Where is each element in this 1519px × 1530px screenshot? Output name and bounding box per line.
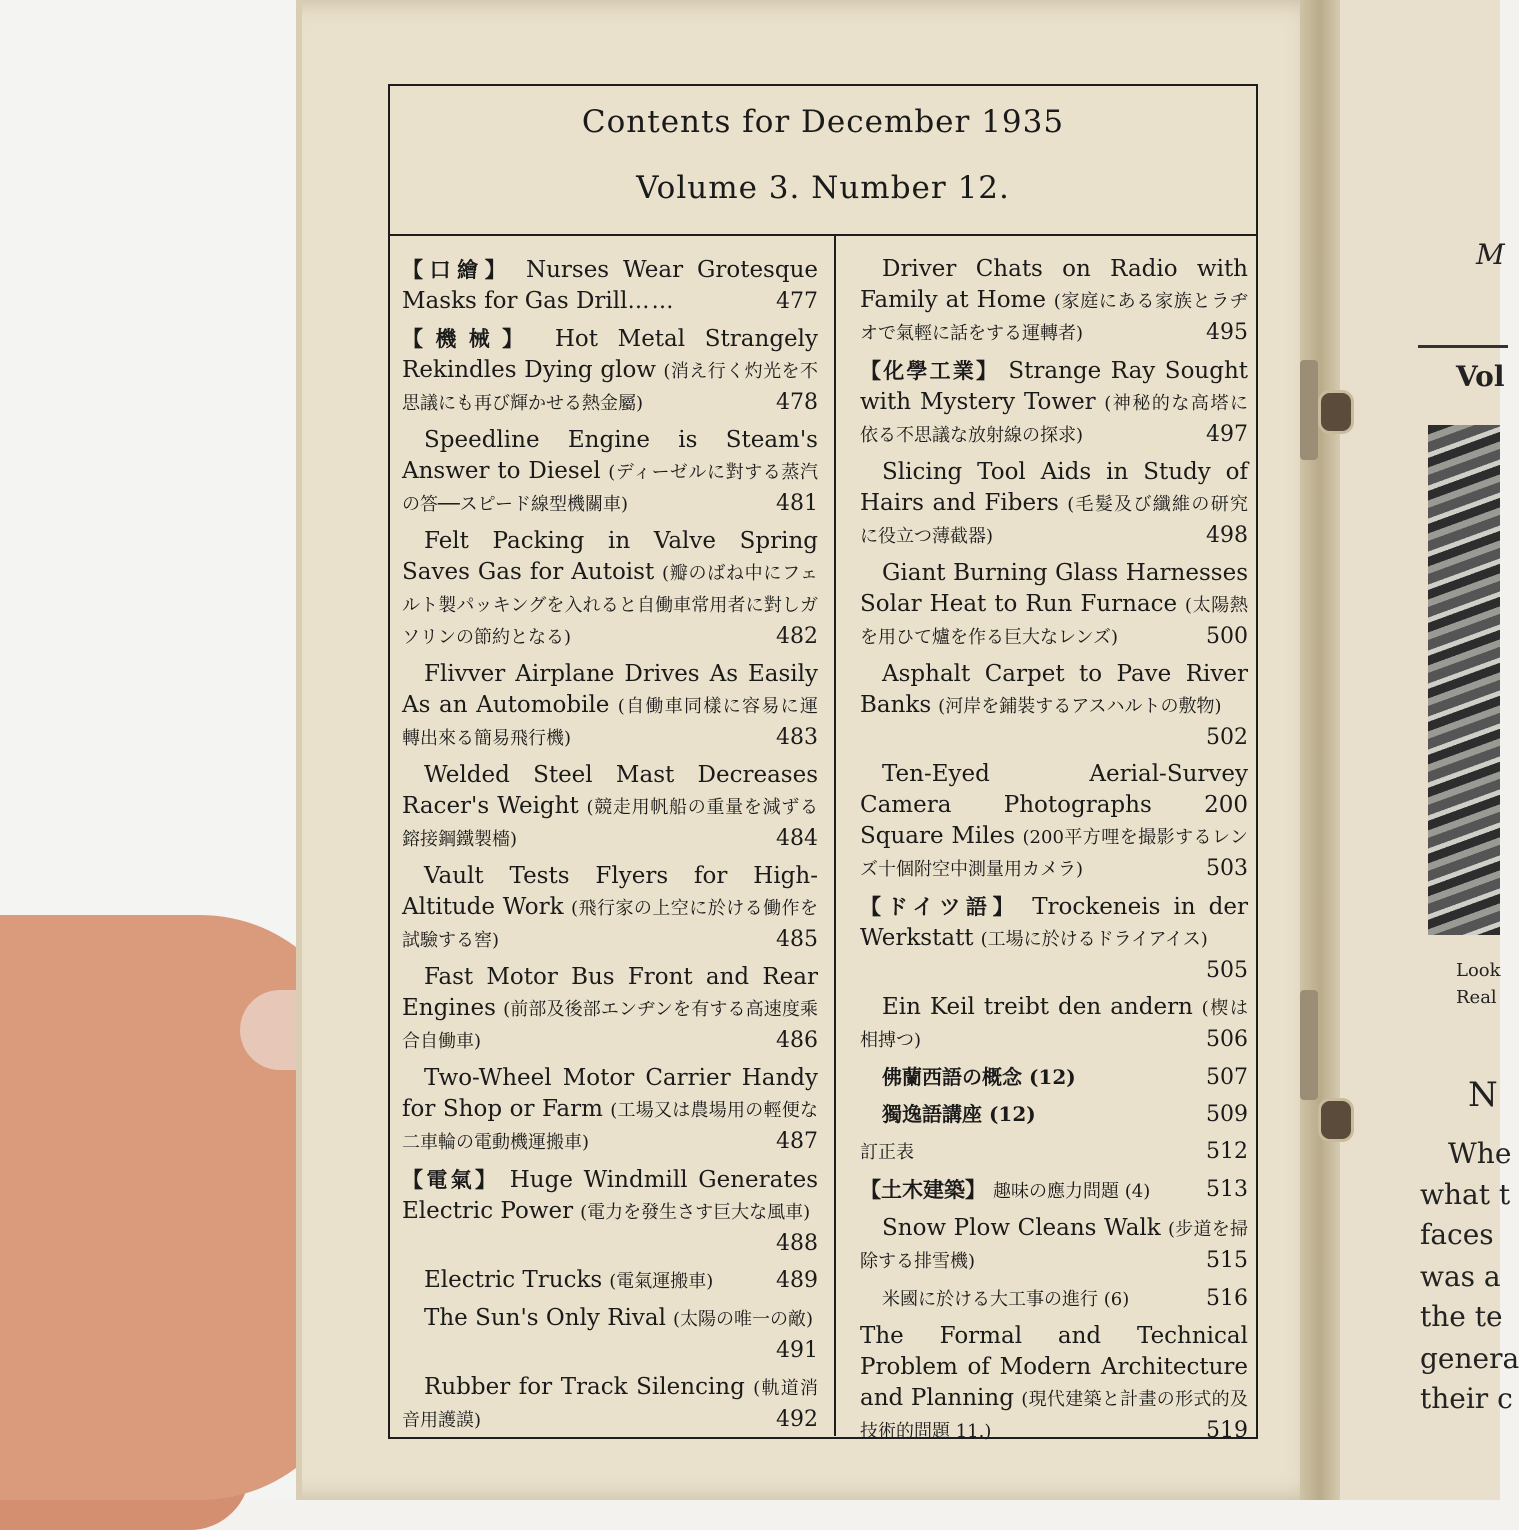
column-divider bbox=[834, 236, 836, 1436]
entry-title: Trockeneis in der Werkstatt bbox=[860, 894, 1248, 951]
entry-japanese: (現代建築と計畫の形式的及技術的問題 11.) bbox=[860, 1389, 1248, 1442]
entry-japanese: 訂正表 bbox=[860, 1142, 914, 1163]
contents-entry[interactable] bbox=[860, 558, 1248, 653]
contents-title: Contents for December 1935 bbox=[581, 104, 1065, 140]
volume-number: Volume 3. Number 12. bbox=[636, 170, 1010, 206]
page-number: 483 bbox=[776, 725, 818, 750]
page-number: 487 bbox=[776, 1129, 818, 1154]
entry-japanese: (步道を掃除する排雪機) bbox=[860, 1219, 1248, 1272]
page-number: 491 bbox=[776, 1338, 818, 1363]
entry-japanese: 趣味の應力問題 (4) bbox=[993, 1181, 1151, 1202]
contents-entry[interactable] bbox=[860, 1062, 1248, 1093]
page-number: 489 bbox=[776, 1268, 818, 1293]
entry-japanese: (電氣運搬車) bbox=[609, 1271, 714, 1292]
entry-title: Felt Packing in Valve Spring Saves Gas for Autoist bbox=[402, 528, 818, 585]
entry-title: Ein Keil treibt den andern bbox=[882, 994, 1193, 1020]
contents-header bbox=[390, 86, 1256, 236]
contents-entry[interactable] bbox=[402, 1265, 818, 1297]
entry-japanese: 獨逸語講座 (12) bbox=[882, 1102, 1036, 1126]
entry-japanese: (飛行家の上空に於ける働作を試驗する窖) bbox=[402, 898, 818, 951]
contents-entry[interactable] bbox=[402, 526, 818, 653]
entry-title: Hot Metal Strangely Rekindles Dying glow bbox=[402, 326, 819, 383]
entry-japanese: (太陽熱を用ひて爐を作る巨大なレンズ) bbox=[860, 595, 1249, 648]
entry-japanese: (自働車同樣に容易に運轉出來る簡易飛行機) bbox=[402, 696, 818, 749]
facing-caption: Look bbox=[1456, 960, 1501, 981]
page-number: 519 bbox=[1206, 1418, 1248, 1443]
section-tag: 【土木建築】 bbox=[860, 1177, 986, 1202]
entry-title: Snow Plow Cleans Walk bbox=[882, 1215, 1161, 1241]
contents-entry[interactable] bbox=[402, 1372, 818, 1436]
page-number: 512 bbox=[1206, 1139, 1248, 1164]
contents-entry[interactable] bbox=[860, 355, 1248, 451]
contents-entry[interactable] bbox=[402, 1063, 818, 1158]
contents-entry[interactable] bbox=[402, 1164, 818, 1259]
entry-japanese: (太陽の唯一の敵) bbox=[672, 1309, 814, 1330]
contents-entry[interactable] bbox=[860, 1099, 1248, 1130]
book-gutter bbox=[1300, 0, 1340, 1500]
binding-hole bbox=[1318, 390, 1354, 434]
facing-rule bbox=[1418, 345, 1508, 348]
page-number: 484 bbox=[776, 826, 818, 851]
entry-japanese: (競走用帆船の重量を減ずる鎔接鋼鐵製檣) bbox=[402, 797, 819, 850]
contents-entry[interactable] bbox=[402, 962, 818, 1057]
entry-title: The Formal and Technical Problem of Modern Architecture and Planning bbox=[860, 1323, 1248, 1411]
contents-entry[interactable] bbox=[860, 1283, 1248, 1315]
entry-japanese: (電力を發生さす巨大な風車) bbox=[580, 1202, 811, 1223]
entry-japanese: (200平方哩を撮影するレンズ十個附空中測量用カメラ) bbox=[860, 827, 1248, 880]
contents-entry[interactable] bbox=[860, 254, 1248, 349]
facing-page bbox=[1328, 0, 1519, 1500]
page-number: 513 bbox=[1206, 1177, 1248, 1202]
contents-entry[interactable] bbox=[860, 659, 1248, 753]
section-tag: 【機械】 bbox=[402, 326, 536, 351]
entry-title: Flivver Airplane Drives As Easily As an Automobile bbox=[402, 661, 818, 718]
entry-title: The Sun's Only Rival bbox=[424, 1305, 666, 1331]
page-number: 515 bbox=[1206, 1248, 1248, 1273]
contents-entry[interactable] bbox=[402, 1303, 818, 1366]
binder-clip bbox=[1300, 360, 1318, 460]
page-number: 503 bbox=[1206, 856, 1248, 881]
entry-title: Two-Wheel Motor Carrier Handy for Shop or Farm bbox=[402, 1065, 818, 1122]
page-number: 482 bbox=[776, 624, 818, 649]
section-tag: 【化學工業】 bbox=[860, 358, 1000, 383]
entry-title: Vault Tests Flyers for High-Altitude Work bbox=[402, 863, 818, 920]
entry-japanese: (工場に於けるドライアイス) bbox=[980, 929, 1208, 950]
contents-entry[interactable] bbox=[402, 659, 818, 754]
facing-text: the te bbox=[1420, 1300, 1503, 1333]
entry-japanese: 佛蘭西語の概念 (12) bbox=[882, 1065, 1076, 1089]
page-number: 488 bbox=[776, 1231, 818, 1256]
facing-text: faces bbox=[1420, 1218, 1494, 1251]
page-number: 486 bbox=[776, 1028, 818, 1053]
section-tag: 【電氣】 bbox=[402, 1167, 500, 1192]
entry-title: Giant Burning Glass Harnesses Solar Heat to Run Furnace bbox=[860, 560, 1248, 617]
entry-japanese: (消え行く灼光を不思議にも再び輝かせる熱金屬) bbox=[402, 361, 818, 414]
contents-entry[interactable] bbox=[860, 992, 1248, 1056]
page-number: 495 bbox=[1206, 320, 1248, 345]
entry-japanese: (瓣のばね中にフェルト製パッキングを入れると自働車常用者に對しガソリンの節約となる) bbox=[402, 563, 819, 648]
contents-entry[interactable] bbox=[860, 1321, 1248, 1447]
page-number: 477 bbox=[776, 289, 818, 314]
page-number: 478 bbox=[776, 390, 818, 415]
entry-japanese: (軌道消音用護謨) bbox=[402, 1378, 818, 1431]
entry-title: Strange Ray Sought with Mystery Tower bbox=[860, 358, 1249, 415]
entry-title: Speedline Engine is Steam's Answer to Diesel bbox=[402, 427, 818, 484]
facing-text: their c bbox=[1420, 1382, 1513, 1415]
page-number: 506 bbox=[1206, 1027, 1248, 1052]
contents-entry[interactable] bbox=[402, 425, 818, 520]
contents-left-column bbox=[402, 254, 818, 1442]
facing-photo bbox=[1428, 425, 1500, 935]
page-number: 481 bbox=[776, 491, 818, 516]
section-tag: 【口繪】 bbox=[402, 257, 513, 282]
entry-title: Welded Steel Mast Decreases Racer's Weight bbox=[402, 762, 818, 819]
entry-title: Ten-Eyed Aerial-Survey Camera Photographs 200 Square Miles bbox=[860, 761, 1248, 849]
section-tag: 【ドイツ語】 bbox=[860, 894, 1020, 919]
entry-title: Asphalt Carpet to Pave River Banks bbox=[860, 661, 1248, 718]
facing-heading: N bbox=[1468, 1075, 1498, 1115]
page-number: 500 bbox=[1206, 624, 1248, 649]
facing-text: was a bbox=[1420, 1260, 1501, 1293]
entry-title: Rubber for Track Silencing bbox=[424, 1374, 745, 1400]
page-number: 485 bbox=[776, 927, 818, 952]
contents-entry[interactable] bbox=[860, 1174, 1248, 1207]
entry-japanese: (神秘的な高塔に依る不思議な放射線の探求) bbox=[860, 393, 1248, 446]
entry-japanese: (ディーゼルに對する蒸汽の答──スピード線型機關車) bbox=[402, 462, 818, 515]
page-edge bbox=[296, 0, 302, 1500]
facing-text: Whe bbox=[1448, 1137, 1512, 1170]
dot-leader: …… bbox=[627, 289, 676, 314]
contents-entry[interactable] bbox=[402, 760, 818, 855]
binding-hole bbox=[1318, 1098, 1354, 1142]
contents-entry[interactable] bbox=[860, 891, 1248, 986]
page-number: 507 bbox=[1206, 1065, 1248, 1090]
contents-entry[interactable] bbox=[402, 861, 818, 956]
contents-entry[interactable] bbox=[860, 1136, 1248, 1168]
page-number: 497 bbox=[1206, 422, 1248, 447]
entry-japanese: 米國に於ける大工事の進行 (6) bbox=[882, 1289, 1130, 1310]
facing-text: genera bbox=[1420, 1342, 1519, 1375]
entry-japanese: (河岸を鋪裝するアスハルトの敷物) bbox=[938, 696, 1222, 717]
facing-fragment: Vol bbox=[1456, 360, 1505, 393]
page-number: 498 bbox=[1206, 523, 1248, 548]
facing-fragment: M bbox=[1476, 238, 1505, 271]
entry-title: Fast Motor Bus Front and Rear Engines bbox=[402, 964, 818, 1021]
page-number: 516 bbox=[1206, 1286, 1248, 1311]
contents-right-column bbox=[860, 254, 1248, 1453]
page-number: 509 bbox=[1206, 1102, 1248, 1127]
binder-clip bbox=[1300, 990, 1318, 1100]
entry-japanese: (前部及後部エンヂンを有する高速度乘合自働車) bbox=[402, 999, 818, 1052]
entry-japanese: (楔は相搏つ) bbox=[860, 998, 1248, 1051]
contents-entry[interactable] bbox=[402, 254, 818, 317]
entry-japanese: (工場又は農場用の輕便な二車輪の電動機運搬車) bbox=[402, 1100, 818, 1153]
contents-box bbox=[388, 84, 1258, 1443]
page-number: 502 bbox=[1206, 725, 1248, 750]
facing-caption: Real bbox=[1456, 987, 1497, 1008]
contents-entry[interactable] bbox=[402, 323, 818, 419]
contents-entry[interactable] bbox=[860, 759, 1248, 885]
contents-entry[interactable] bbox=[860, 1213, 1248, 1277]
page-number: 505 bbox=[1206, 958, 1248, 983]
entry-japanese: (毛髮及び纖維の研究に役立つ薄截器) bbox=[860, 494, 1248, 547]
entry-title: Slicing Tool Aids in Study of Hairs and Fibers bbox=[860, 459, 1248, 516]
facing-text: what t bbox=[1420, 1178, 1511, 1211]
page-number: 492 bbox=[776, 1407, 818, 1432]
entry-title: Driver Chats on Radio with Family at Home bbox=[860, 256, 1248, 313]
entry-title: Nurses Wear Grotesque Masks for Gas Drill bbox=[402, 257, 819, 314]
entry-title: Huge Windmill Generates Electric Power bbox=[402, 1167, 819, 1224]
entry-japanese: (家庭にある家族とラヂオで氣輕に話をする運轉者) bbox=[860, 291, 1248, 344]
entry-title: Electric Trucks bbox=[424, 1267, 603, 1293]
contents-entry[interactable] bbox=[860, 457, 1248, 552]
